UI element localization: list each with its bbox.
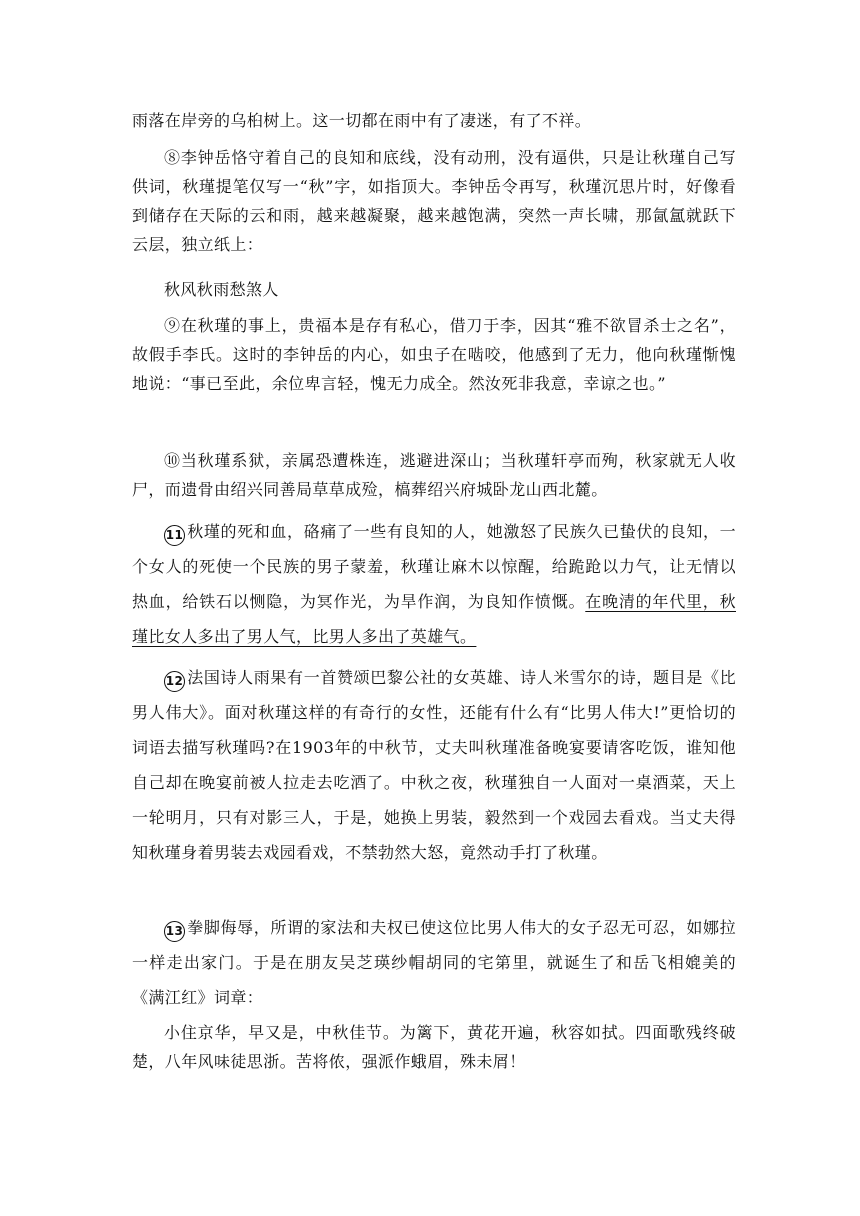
paragraph-12: [132, 660, 736, 870]
paragraph-text: 在秋瑾的事上，贵福本是存有私心，借刀于李，因其“雅不欲冒杀士之名”，故假手李氏。这时的李钟岳的内心，如虫子在啮咬，他感到了无力，他向秋瑾惭愧地说：“事已至此，余位卑言轻，愧无力成全。然汝死非我意，幸谅之也。”: [132, 316, 736, 393]
paragraph-13: [132, 910, 736, 1015]
paragraph-text: 拳脚侮辱，所谓的家法和夫权已使这位比男人伟大的女子忍无可忍，如娜拉一样走出家门。于是在朋友吴芝瑛纱帽胡同的宅第里，就诞生了和岳飞相媲美的《满江红》词章：: [132, 918, 736, 1007]
paragraph-8: [132, 143, 736, 259]
circled-number: 12: [164, 671, 185, 692]
paragraph-text: 法国诗人雨果有一首赞颂巴黎公社的女英雄、诗人米雪尔的诗，题目是《比男人伟大》。面对秋瑾这样的有奇行的女性，还能有什么有“比男人伟大!”更恰切的词语去描写秋瑾吗?在1903年的中秋节，丈夫叫秋瑾准备晚宴要请客吃饭，谁知他自己却在晚宴前被人拉走去吃酒了。中秋之夜，秋瑾独自一人面对一桌酒菜，天上一轮明月，只有对影三人，于是，她换上男装，毅然到一个戏园去看戏。当丈夫得知秋瑾身着男装去戏园看戏，不禁勃然大怒，竟然动手打了秋瑾。: [132, 668, 736, 862]
paragraph-7-end: 雨落在岸旁的乌桕树上。这一切都在雨中有了凄迷，有了不祥。: [132, 111, 592, 130]
paragraph-9: [132, 311, 736, 398]
poem-text: 小住京华，早又是，中秋佳节。为篱下，黄花开遍，秋容如拭。四面歌残终破楚，八年风味徒思浙。苦将侬，强派作蛾眉，殊未屑！: [132, 1023, 736, 1071]
paragraph-number: ⑨: [164, 316, 181, 335]
paragraph-number: ⑩: [164, 451, 181, 470]
paragraph-10: [132, 446, 736, 504]
circled-number: 11: [164, 525, 185, 546]
underlined-sentence: 在晚清的年代里，秋瑾比女人多出了男人气，比男人多出了英雄气。: [132, 592, 736, 646]
paragraph-text: 李钟岳恪守着自己的良知和底线，没有动刑，没有逼供，只是让秋瑾自己写供词，秋瑾提笔仅写一“秋”字，如指顶大。李钟岳令再写，秋瑾沉思片时，好像看到储存在天际的云和雨，越来越凝聚，越来越饱满，突然一声长啸，那氤氲就跃下云层，独立纸上：: [132, 148, 736, 254]
paragraph-number: ⑧: [164, 148, 181, 167]
paragraph-11: [132, 514, 736, 654]
circled-number: 13: [164, 921, 185, 942]
paragraph-text: 秋瑾的死和血，硌痛了一些有良知的人，她激怒了民族久已蛰伏的良知，一个女人的死使一个民族的男子蒙羞，秋瑾让麻木以惊醒，给跪跄以力气，让无情以热血，给铁石以恻隐，为冥作光，为旱作润，为良知作愤慨。: [132, 522, 736, 611]
paragraph-text: 当秋瑾系狱，亲属恐遭株连，逃避进深山；当秋瑾轩亭而殉，秋家就无人收尸，而遗骨由绍兴同善局草草成殓，槁葬绍兴府城卧龙山西北麓。: [132, 451, 736, 499]
quote-line: 秋风秋雨愁煞人: [164, 280, 279, 299]
